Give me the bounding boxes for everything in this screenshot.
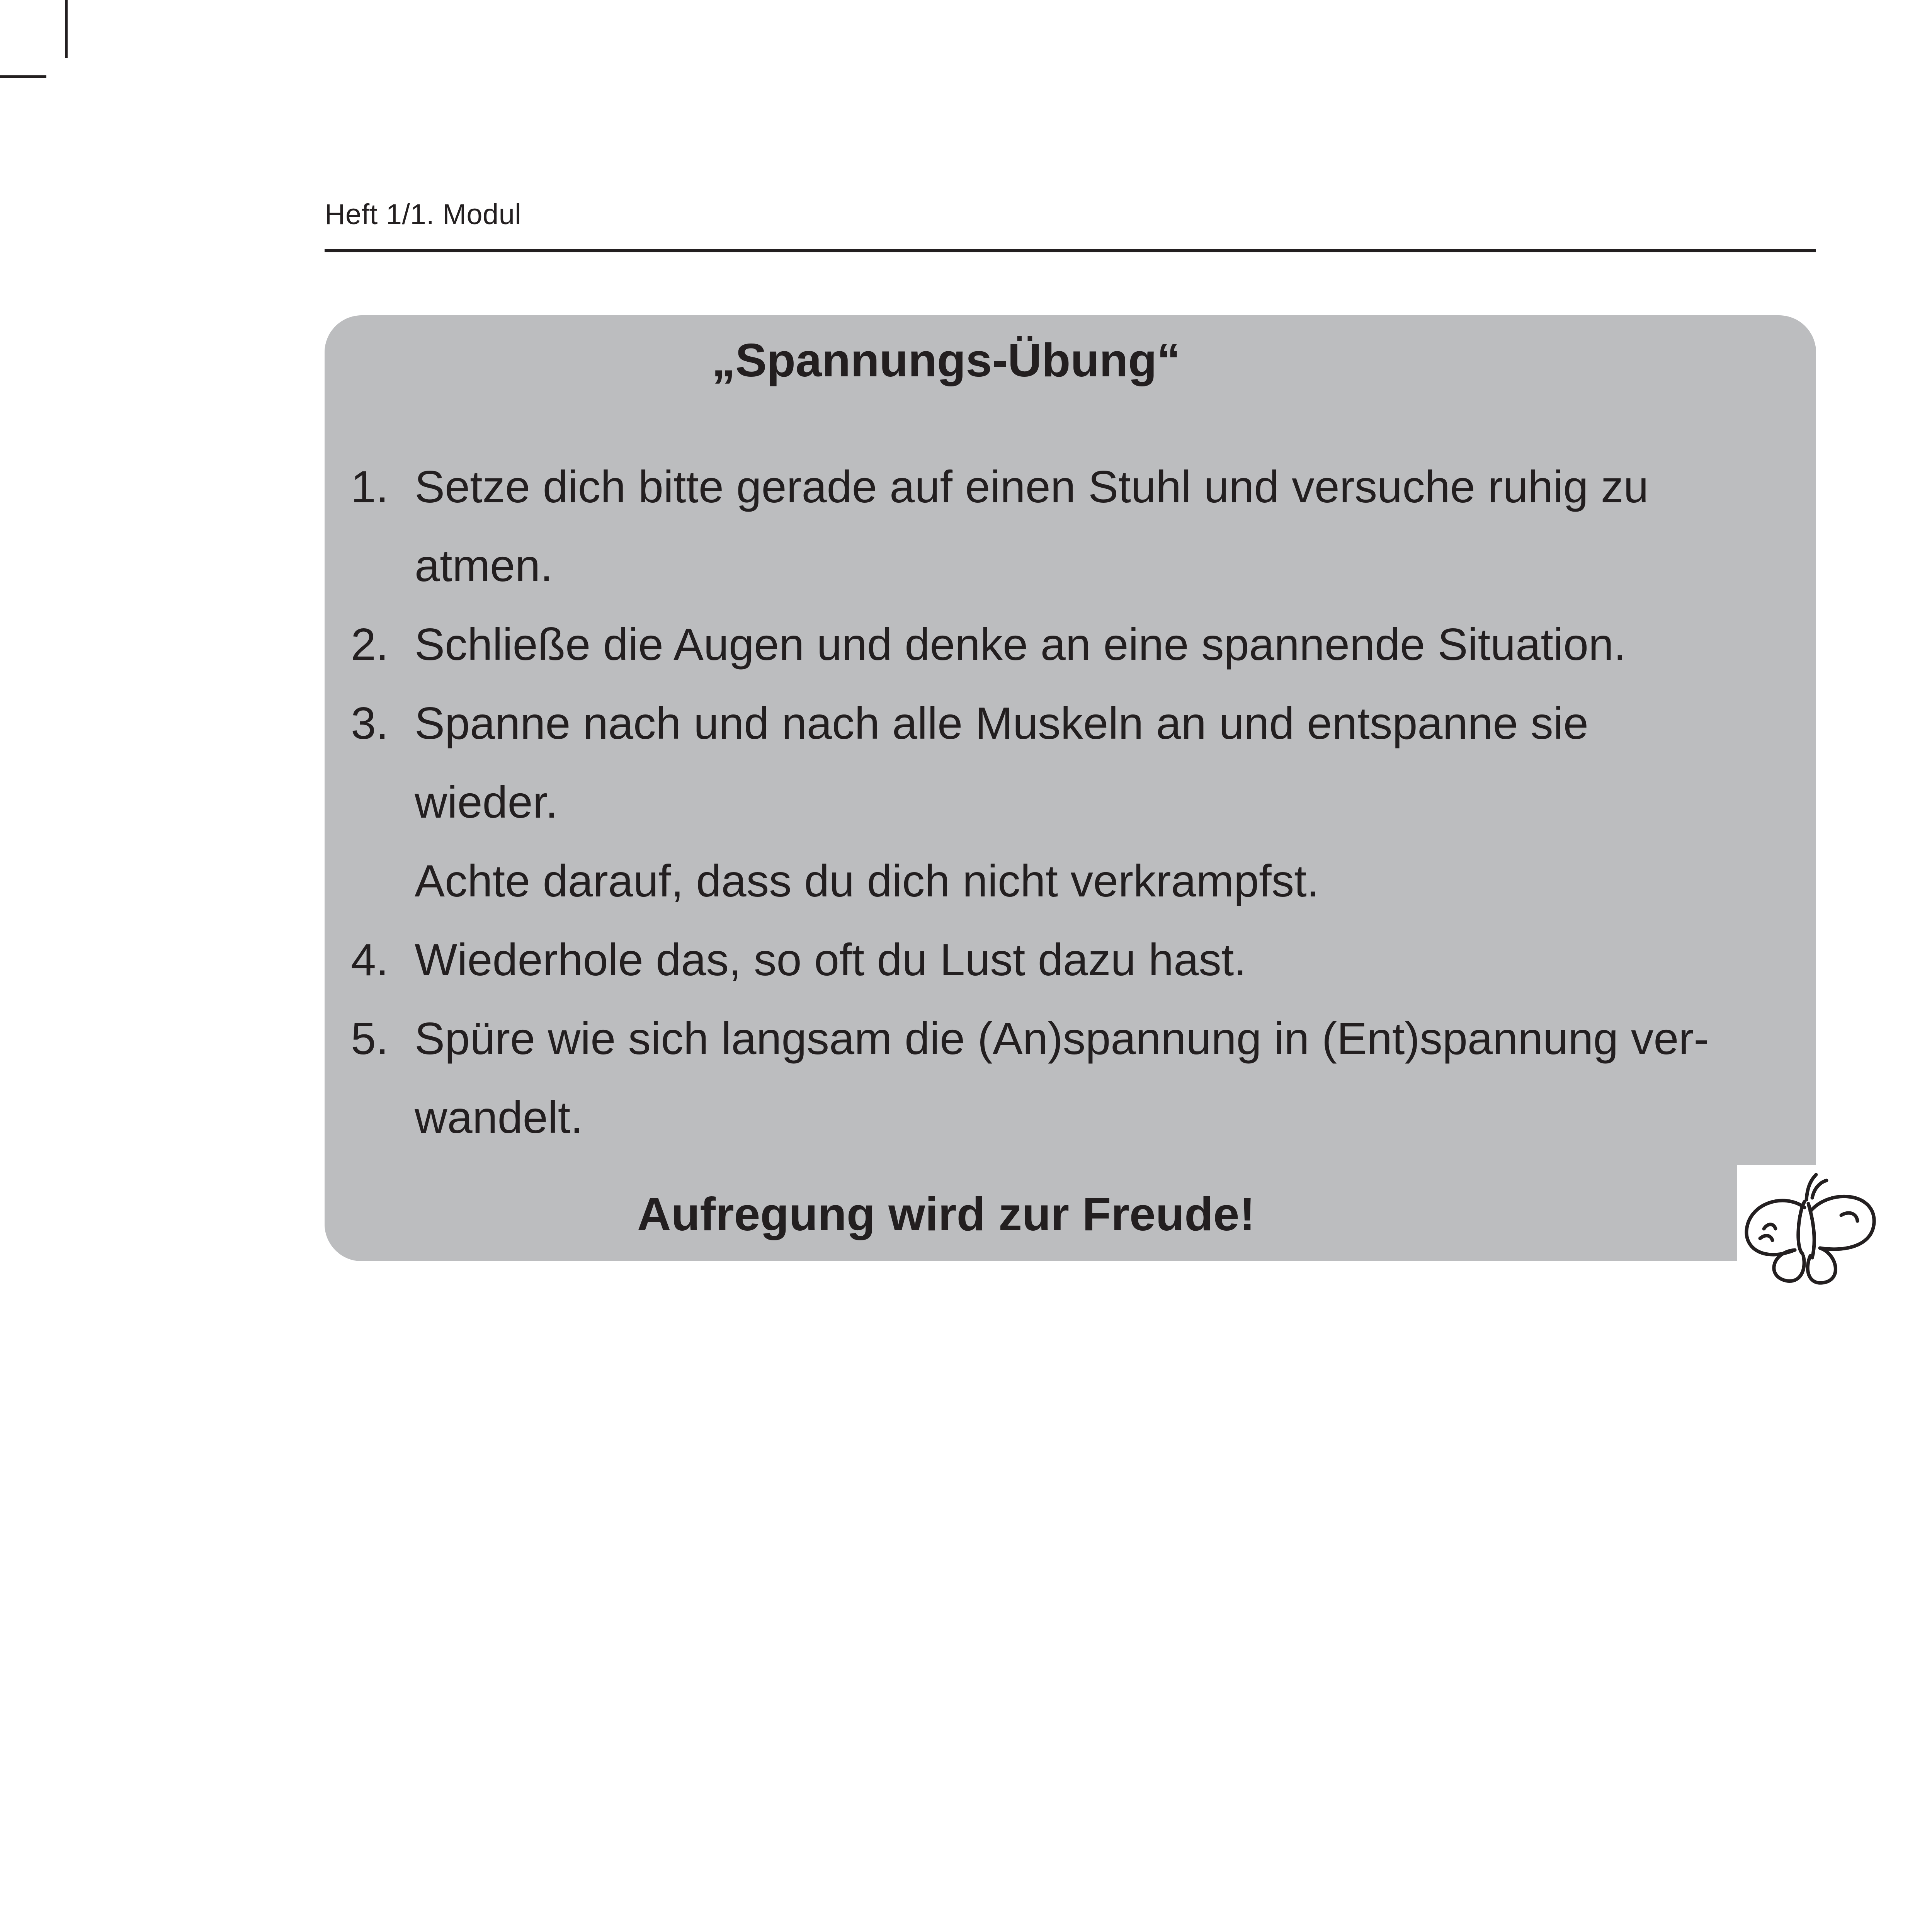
crop-mark [0, 75, 46, 78]
step-number: 5. [351, 1013, 389, 1064]
step-text: Achte darauf, dass du dich nicht verkrampfst. [415, 855, 1320, 906]
list-item [351, 999, 1811, 1157]
exercise-closing: Aufregung wird zur Freude! [637, 1188, 1255, 1240]
list-item [351, 447, 1811, 605]
list-item [351, 920, 1811, 999]
list-item [351, 605, 1811, 684]
exercise-steps [351, 447, 1811, 1157]
step-text: wieder. [415, 777, 558, 827]
step-number: 2. [351, 619, 389, 670]
crop-mark [65, 0, 68, 58]
header-rule [325, 249, 1816, 252]
step-number: 3. [351, 698, 389, 748]
exercise-title: „Spannungs-Übung“ [711, 334, 1181, 386]
step-text: Setze dich bitte gerade auf einen Stuhl und versuche ruhig zu [415, 461, 1649, 512]
step-number: 4. [351, 934, 389, 985]
step-text: wandelt. [415, 1092, 583, 1143]
step-text: Schließe die Augen und denke an eine spannende Situation. [415, 619, 1626, 670]
list-item [351, 684, 1811, 920]
step-text: Spüre wie sich langsam die (An)spannung in (Ent)spannung ver- [415, 1013, 1709, 1064]
step-text: Wiederhole das, so oft du Lust dazu hast. [415, 934, 1247, 985]
butterfly-icon [1737, 1165, 1891, 1296]
step-number: 1. [351, 461, 389, 512]
running-head: Heft 1/1. Modul [325, 198, 522, 230]
step-text: Spanne nach und nach alle Muskeln an und entspanne sie [415, 698, 1588, 748]
step-text: atmen. [415, 540, 553, 591]
